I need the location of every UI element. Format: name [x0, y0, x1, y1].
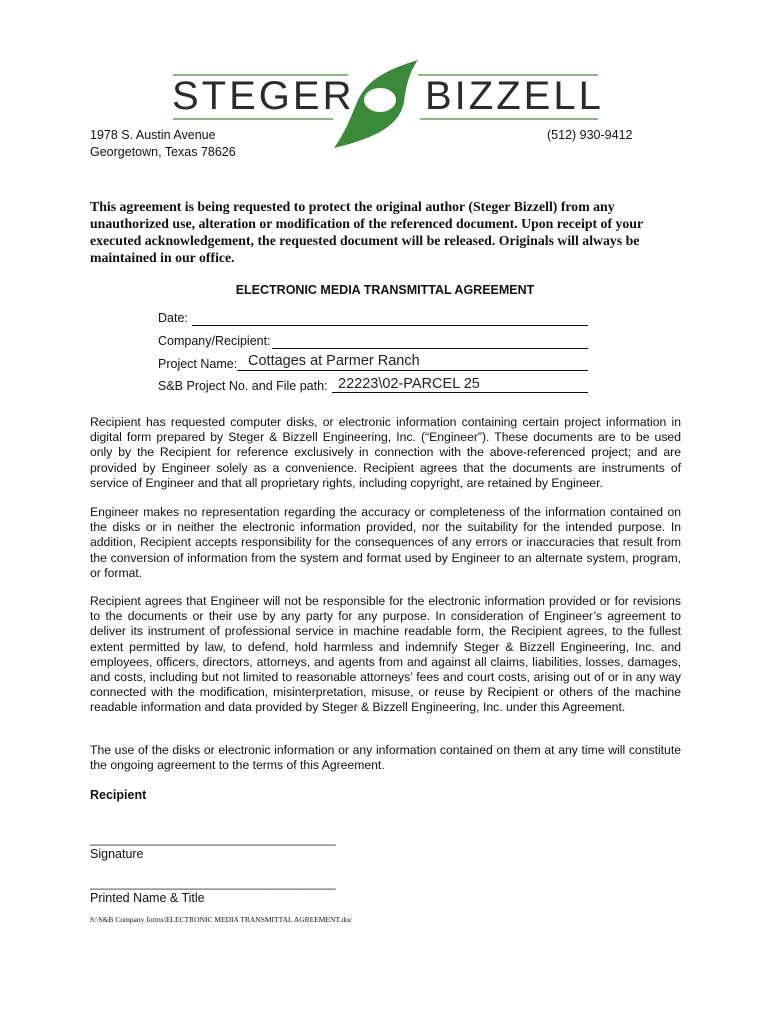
- date-label: Date:: [158, 311, 188, 325]
- paragraph-no-representation: Engineer makes no representation regarding the accuracy or completeness of the information contained on the disks or in neither the electronic information provided, nor the suitability for the intended purpose. In addition, Recipient accepts responsibility for the consequences of any errors or inaccuracies that result from the conversion of information from the system and format used by Engineer to an alternate system, program, or format.: [90, 505, 681, 580]
- project-name-value[interactable]: Cottages at Parmer Ranch: [248, 353, 420, 369]
- file-path-label: S&B Project No. and File path:: [158, 379, 328, 393]
- paragraph-indemnify: Recipient agrees that Engineer will not be responsible for the electronic information provided or for revisions to the documents or their use by any party for any purpose. In consideration of Engineer’s agreement to deliver its instrument of professional service in machine readable form, the Recipient agrees, to the fullest extent permitted by law, to defend, hold harmless and indemnify Steger & Bizzell Engineering, Inc. and employees, officers, directors, attorneys, and agents from and against all claims, liabilities, losses, damages, and costs, including but not limited to reasonable attorneys’ fees and court costs, arising out of or in any way connected with the modification, misinterpretation, misuse, or reuse by Recipient or others of the machine readable information and data provided by Steger & Bizzell Engineering, Inc. under this Agreement.: [90, 594, 681, 715]
- project-name-label: Project Name:: [158, 357, 238, 371]
- company-field[interactable]: [272, 348, 588, 349]
- logo-rule-bottom-right: [420, 118, 598, 120]
- logo-text-right: BIZZELL: [425, 74, 604, 118]
- printed-name-line[interactable]: ______________________________________: [90, 876, 336, 890]
- phone-number: (512) 930-9412: [547, 128, 633, 142]
- recipient-heading: Recipient: [90, 788, 147, 802]
- company-label: Company/Recipient:: [158, 334, 271, 348]
- footer-file-path: S:\S&B Company forms\ELECTRONIC MEDIA TRANSMITTAL AGREEMENT.doc: [90, 915, 353, 924]
- paragraph-recipient-request: Recipient has requested computer disks, or electronic information containing certain project information in digital form prepared by Steger & Bizzell Engineering, Inc. (“Engineer”). These documents are to be used only by the Recipient for reference exclusively in connection with the above-referenced project; and are provided by Engineer solely as a convenience. Recipient agrees that the documents are instruments of service of Engineer and that all proprietary rights, including copyright, are retained by Engineer.: [90, 415, 681, 490]
- document-title: ELECTRONIC MEDIA TRANSMITTAL AGREEMENT: [235, 283, 535, 297]
- printed-name-label: Printed Name & Title: [90, 891, 205, 905]
- address-line-1: 1978 S. Austin Avenue: [90, 128, 216, 142]
- logo-text-left: STEGER: [172, 74, 355, 118]
- intro-statement: This agreement is being requested to protect the original author (Steger Bizzell) from any unauthorized use, alteration or modification of the referenced document. Upon receipt of your executed acknowledgement, the requested document will be released. Originals will always be maintained in our office.: [90, 199, 643, 265]
- project-name-field: [237, 370, 588, 371]
- signature-line[interactable]: ______________________________________: [90, 832, 336, 846]
- file-path-value[interactable]: 22223\02-PARCEL 25: [338, 376, 480, 392]
- signature-label: Signature: [90, 847, 144, 861]
- address-line-2: Georgetown, Texas 78626: [90, 145, 236, 159]
- logo-emblem-icon: [328, 58, 428, 150]
- logo-rule-bottom-left: [173, 118, 333, 120]
- date-field[interactable]: [192, 325, 588, 326]
- paragraph-ongoing-agreement: The use of the disks or electronic information or any information contained on them at any time will constitute the ongoing agreement to the terms of this Agreement.: [90, 743, 681, 773]
- file-path-field: [332, 392, 588, 393]
